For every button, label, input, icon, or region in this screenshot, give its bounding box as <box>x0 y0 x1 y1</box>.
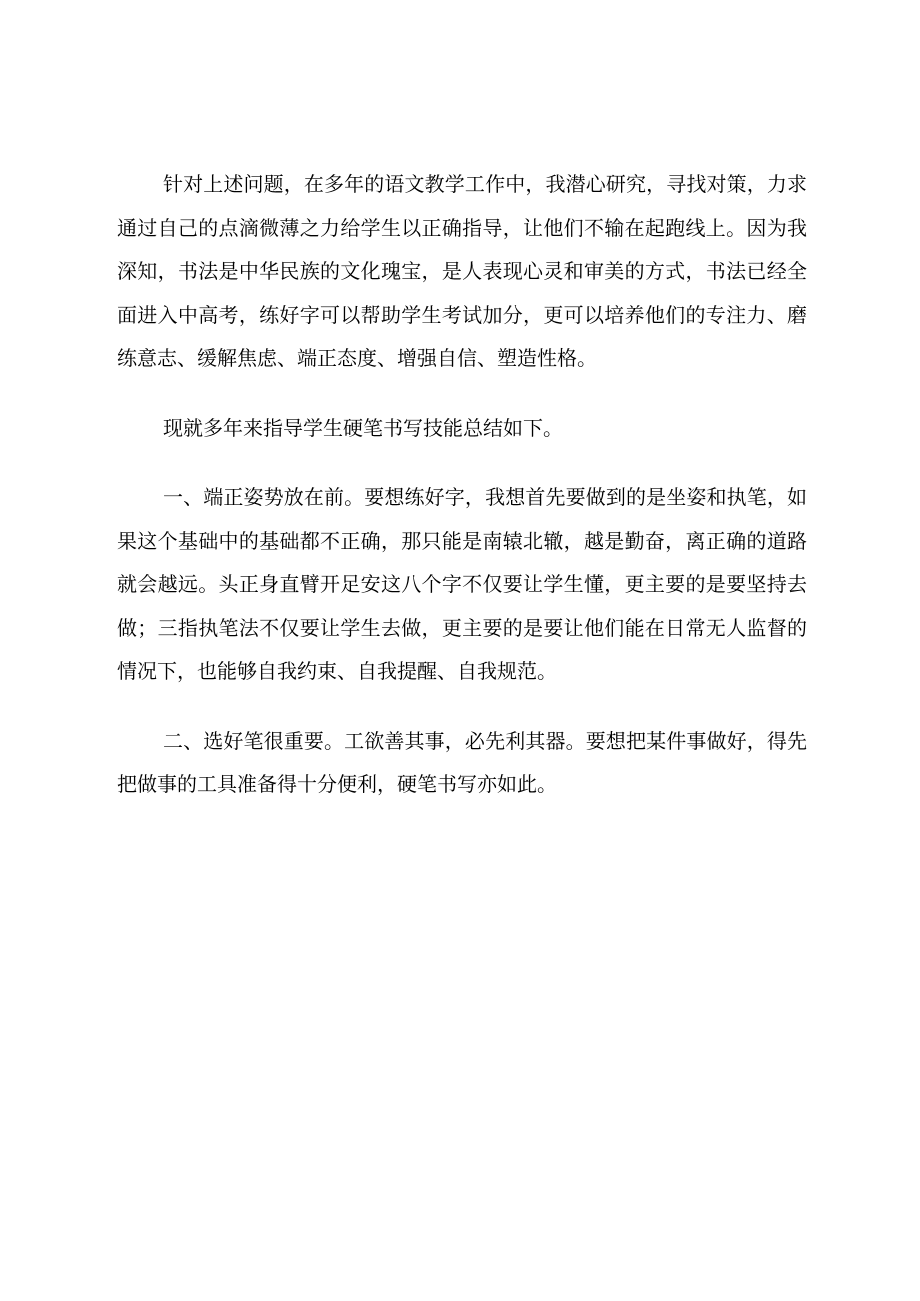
paragraph-intro: 针对上述问题，在多年的语文教学工作中，我潜心研究，寻找对策，力求通过自己的点滴微薄之力给学生以正确指导，让他们不输在起跑线上。因为我深知，书法是中华民族的文化瑰宝，是人表现心灵和审美的方式，书法已经全面进入中高考，练好字可以帮助学生考试加分，更可以培养他们的专注力、磨练意志、缓解焦虑、端正态度、增强自信、塑造性格。 <box>117 172 807 370</box>
document-body <box>117 163 807 807</box>
paragraph-posture: 一、端正姿势放在前。要想练好字，我想首先要做到的是坐姿和执笔，如果这个基础中的基础都不正确，那只能是南辕北辙，越是勤奋，离正确的道路就会越远。头正身直臂开足安这八个字不仅要让学生懂，更主要的是要坚持去做；三指执笔法不仅要让学生去做，更主要的是要让他们能在日常无人监督的情况下，也能够自我约束、自我提醒、自我规范。 <box>117 485 807 683</box>
paragraph-pen-choice: 二、选好笔很重要。工欲善其事，必先利其器。要想把某件事做好，得先把做事的工具准备得十分便利，硬笔书写亦如此。 <box>117 728 807 796</box>
paragraph-summary-lead: 现就多年来指导学生硬笔书写技能总结如下。 <box>163 415 563 440</box>
